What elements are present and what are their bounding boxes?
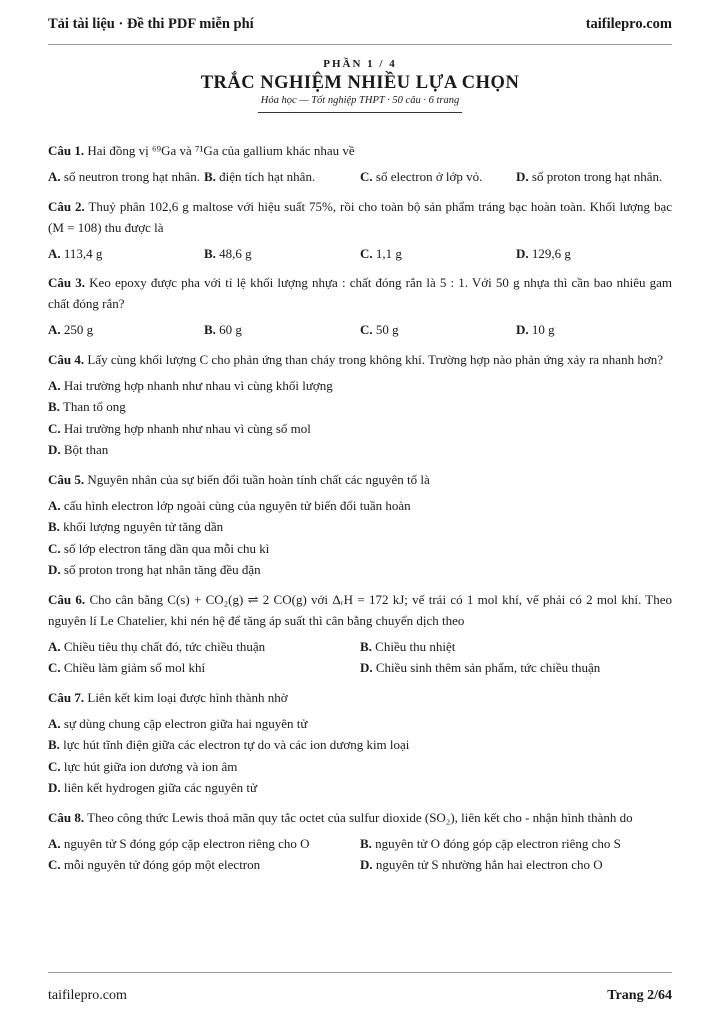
answer-option: [48, 319, 204, 341]
option-text: 250 g: [63, 322, 94, 337]
option-text: 60 g: [219, 322, 242, 337]
option-text: lực hút giữa ion dương và ion âm: [63, 758, 238, 774]
option-text: 1,1 g: [375, 245, 402, 261]
option-letter: D.: [516, 322, 529, 337]
answer-option: [48, 657, 360, 679]
question-stem: [48, 140, 672, 161]
answer-option: [360, 833, 672, 855]
answer-options: [48, 319, 672, 341]
answer-option: [48, 734, 672, 756]
option-text: 113,4 g: [63, 245, 103, 261]
question-number: Câu 5.: [48, 471, 85, 487]
question-stem: [48, 469, 672, 490]
answer-option: [48, 713, 672, 735]
option-text: nguyên tử O đóng góp cặp electron riêng cho S: [375, 835, 621, 851]
option-text: 48,6 g: [219, 245, 252, 261]
answer-option: [516, 166, 672, 188]
option-text: sự dùng chung cặp electron giữa hai nguyên tử: [63, 715, 308, 731]
answer-option: [48, 777, 672, 799]
option-text: 50 g: [375, 322, 399, 337]
option-letter: C.: [48, 758, 61, 774]
question-number: Câu 6.: [48, 591, 86, 607]
page-footer: [48, 984, 672, 1008]
answer-options: [48, 243, 672, 265]
answer-options: [48, 713, 672, 799]
header-site: taifilepro.com: [585, 15, 672, 32]
question-stem: [48, 272, 672, 314]
answer-option: [48, 375, 672, 397]
answer-option: [48, 166, 204, 188]
option-letter: B.: [204, 322, 216, 337]
answer-option: [48, 495, 672, 517]
option-letter: D.: [360, 660, 373, 675]
question-stem: [48, 807, 672, 828]
question-number: Câu 8.: [48, 809, 85, 825]
section-subtitle: Hóa học — Tốt nghiệp THPT · 50 câu · 6 trang: [260, 95, 460, 106]
answer-option: [360, 319, 516, 341]
answer-options: [48, 375, 672, 461]
option-text: 10 g: [531, 322, 555, 337]
header-title: Tải tài liệu · Đề thi PDF miễn phí: [48, 15, 254, 32]
question-text: Hai đồng vị ⁶⁹Ga và ⁷¹Ga của gallium khác nhau về: [87, 143, 355, 158]
question-number: Câu 1.: [48, 143, 85, 158]
option-letter: A.: [48, 835, 61, 851]
section-title: TRẮC NGHIỆM NHIỀU LỰA CHỌN: [200, 73, 520, 93]
answer-option: [204, 166, 360, 188]
option-letter: D.: [48, 780, 61, 795]
option-letter: C.: [48, 857, 61, 872]
option-letter: C.: [360, 245, 373, 261]
question-text: Keo epoxy được pha với tỉ lệ khối lượng nhựa : chất đóng rắn là 5 : 1. Với 50 g nhựa thì cần bao nhiêu gam chất đóng rắn?: [48, 275, 672, 311]
answer-option: [48, 396, 672, 418]
answer-options: [48, 636, 672, 679]
option-text: Chiều tiêu thụ chất đó, tức chiều thuận: [63, 638, 266, 654]
section-part: PHẦN 1 / 4: [323, 58, 397, 70]
answer-options: [48, 833, 672, 876]
option-letter: D.: [360, 857, 373, 872]
question-text: Theo công thức Lewis thoả mãn quy tắc octet của sulfur dioxide (SO₂), liên kết cho - nhận hình thành do: [87, 809, 633, 825]
answer-option: [48, 854, 360, 876]
option-text: số lớp electron tăng dần qua mỗi chu kì: [63, 540, 270, 556]
option-letter: B.: [204, 169, 216, 184]
option-text: Chiều thu nhiệt: [375, 638, 456, 654]
answer-option: [48, 833, 360, 855]
answer-option: [360, 657, 672, 679]
section-heading: [0, 58, 720, 113]
answer-options: [48, 166, 672, 188]
answer-options: [48, 495, 672, 581]
option-text: Chiều làm giảm số mol khí: [63, 660, 206, 675]
question-stem: [48, 687, 672, 708]
option-text: cấu hình electron lớp ngoài cùng của nguyên tử biến đổi tuần hoàn: [63, 497, 411, 513]
option-text: mỗi nguyên tử đóng góp một electron: [63, 857, 261, 872]
answer-option: [48, 538, 672, 560]
question-number: Câu 4.: [48, 351, 85, 367]
option-letter: A.: [48, 715, 61, 731]
option-letter: B.: [360, 835, 372, 851]
answer-option: [48, 516, 672, 538]
answer-option: [204, 243, 360, 265]
answer-option: [48, 439, 672, 461]
option-text: lực hút tĩnh điện giữa các electron tự do và các ion dương kim loại: [63, 737, 410, 752]
option-text: 129,6 g: [531, 245, 571, 261]
option-letter: C.: [48, 420, 61, 436]
question: [48, 469, 672, 581]
option-letter: C.: [360, 169, 373, 184]
title-underline: [258, 112, 462, 113]
answer-option: [48, 756, 672, 778]
question: [48, 807, 672, 876]
option-text: số proton trong hạt nhân tăng đều đặn: [63, 562, 261, 577]
question: [48, 589, 672, 679]
answer-option: [516, 319, 672, 341]
question: [48, 687, 672, 799]
question-text: Lấy cùng khối lượng C cho phản ứng than cháy trong không khí. Trường hợp nào phản ứng xảy ra nhanh hơn?: [87, 351, 663, 367]
question-stem: [48, 196, 672, 238]
answer-option: [48, 243, 204, 265]
option-letter: D.: [516, 245, 529, 261]
answer-option: [516, 243, 672, 265]
question-text: Nguyên nhân của sự biến đổi tuần hoàn tính chất các nguyên tố là: [87, 471, 430, 487]
option-letter: B.: [48, 519, 60, 534]
option-letter: B.: [48, 737, 60, 752]
option-text: số neutron trong hạt nhân.: [63, 169, 201, 184]
option-text: Hai trường hợp nhanh như nhau vì cùng số mol: [63, 420, 311, 436]
question: [48, 196, 672, 265]
option-text: khối lượng nguyên tử tăng dần: [63, 519, 224, 534]
option-text: số electron ở lớp vỏ.: [375, 169, 483, 184]
option-letter: D.: [48, 442, 61, 457]
option-letter: A.: [48, 377, 61, 393]
answer-option: [204, 319, 360, 341]
page-number: Trang 2/64: [607, 988, 672, 1003]
question-text: Cho cân bằng C(s) + CO₂(g) ⇌ 2 CO(g) với ΔᵣH = 172 kJ; vế trái có 1 mol khí, vế phải có 2 mol khí. Theo nguyên lí Le Chatelier, khi nén hệ để tăng áp suất thì cân bằng chuyển dịch theo: [48, 591, 673, 628]
footer-divider: [48, 972, 672, 973]
option-text: Bột than: [63, 442, 109, 457]
option-text: điện tích hạt nhân.: [219, 169, 316, 184]
header-divider: [48, 44, 672, 45]
question-number: Câu 2.: [48, 198, 85, 214]
question: [48, 140, 672, 188]
option-letter: A.: [48, 497, 61, 513]
option-text: liên kết hydrogen giữa các nguyên tử: [63, 780, 258, 795]
option-letter: B.: [48, 399, 60, 414]
question-number: Câu 7.: [48, 689, 85, 705]
answer-option: [360, 636, 672, 658]
option-letter: D.: [516, 169, 529, 184]
question: [48, 272, 672, 341]
question-stem: [48, 589, 672, 631]
answer-option: [360, 854, 672, 876]
footer-site: taifilepro.com: [48, 988, 127, 1003]
answer-option: [360, 243, 516, 265]
question-text: Liên kết kim loại được hình thành nhờ: [87, 689, 288, 705]
answer-option: [48, 418, 672, 440]
question-text: Thuỷ phân 102,6 g maltose với hiệu suất 75%, rồi cho toàn bộ sản phẩm tráng bạc hoàn toàn. Khối lượng bạc (M = 108) thu được là: [48, 198, 673, 235]
question-number: Câu 3.: [48, 275, 86, 290]
answer-option: [48, 559, 672, 581]
question: [48, 349, 672, 461]
page-header: [48, 12, 672, 36]
question-list: [48, 140, 672, 884]
option-letter: A.: [48, 322, 61, 337]
option-letter: C.: [48, 660, 61, 675]
option-letter: C.: [360, 322, 373, 337]
option-letter: D.: [48, 562, 61, 577]
option-letter: A.: [48, 245, 61, 261]
option-text: nguyên tử S đóng góp cặp electron riêng cho O: [63, 835, 310, 851]
option-letter: B.: [204, 245, 216, 261]
option-letter: A.: [48, 169, 61, 184]
option-text: số proton trong hạt nhân.: [531, 169, 663, 184]
option-text: Chiều sinh thêm sản phẩm, tức chiều thuận: [375, 660, 601, 675]
option-text: Hai trường hợp nhanh như nhau vì cùng khối lượng: [63, 377, 333, 393]
answer-option: [48, 636, 360, 658]
option-letter: A.: [48, 638, 61, 654]
answer-option: [360, 166, 516, 188]
option-letter: B.: [360, 638, 372, 654]
option-letter: C.: [48, 540, 61, 556]
question-stem: [48, 349, 672, 370]
option-text: Than tổ ong: [62, 399, 126, 414]
option-text: nguyên tử S nhường hẳn hai electron cho O: [375, 857, 603, 872]
